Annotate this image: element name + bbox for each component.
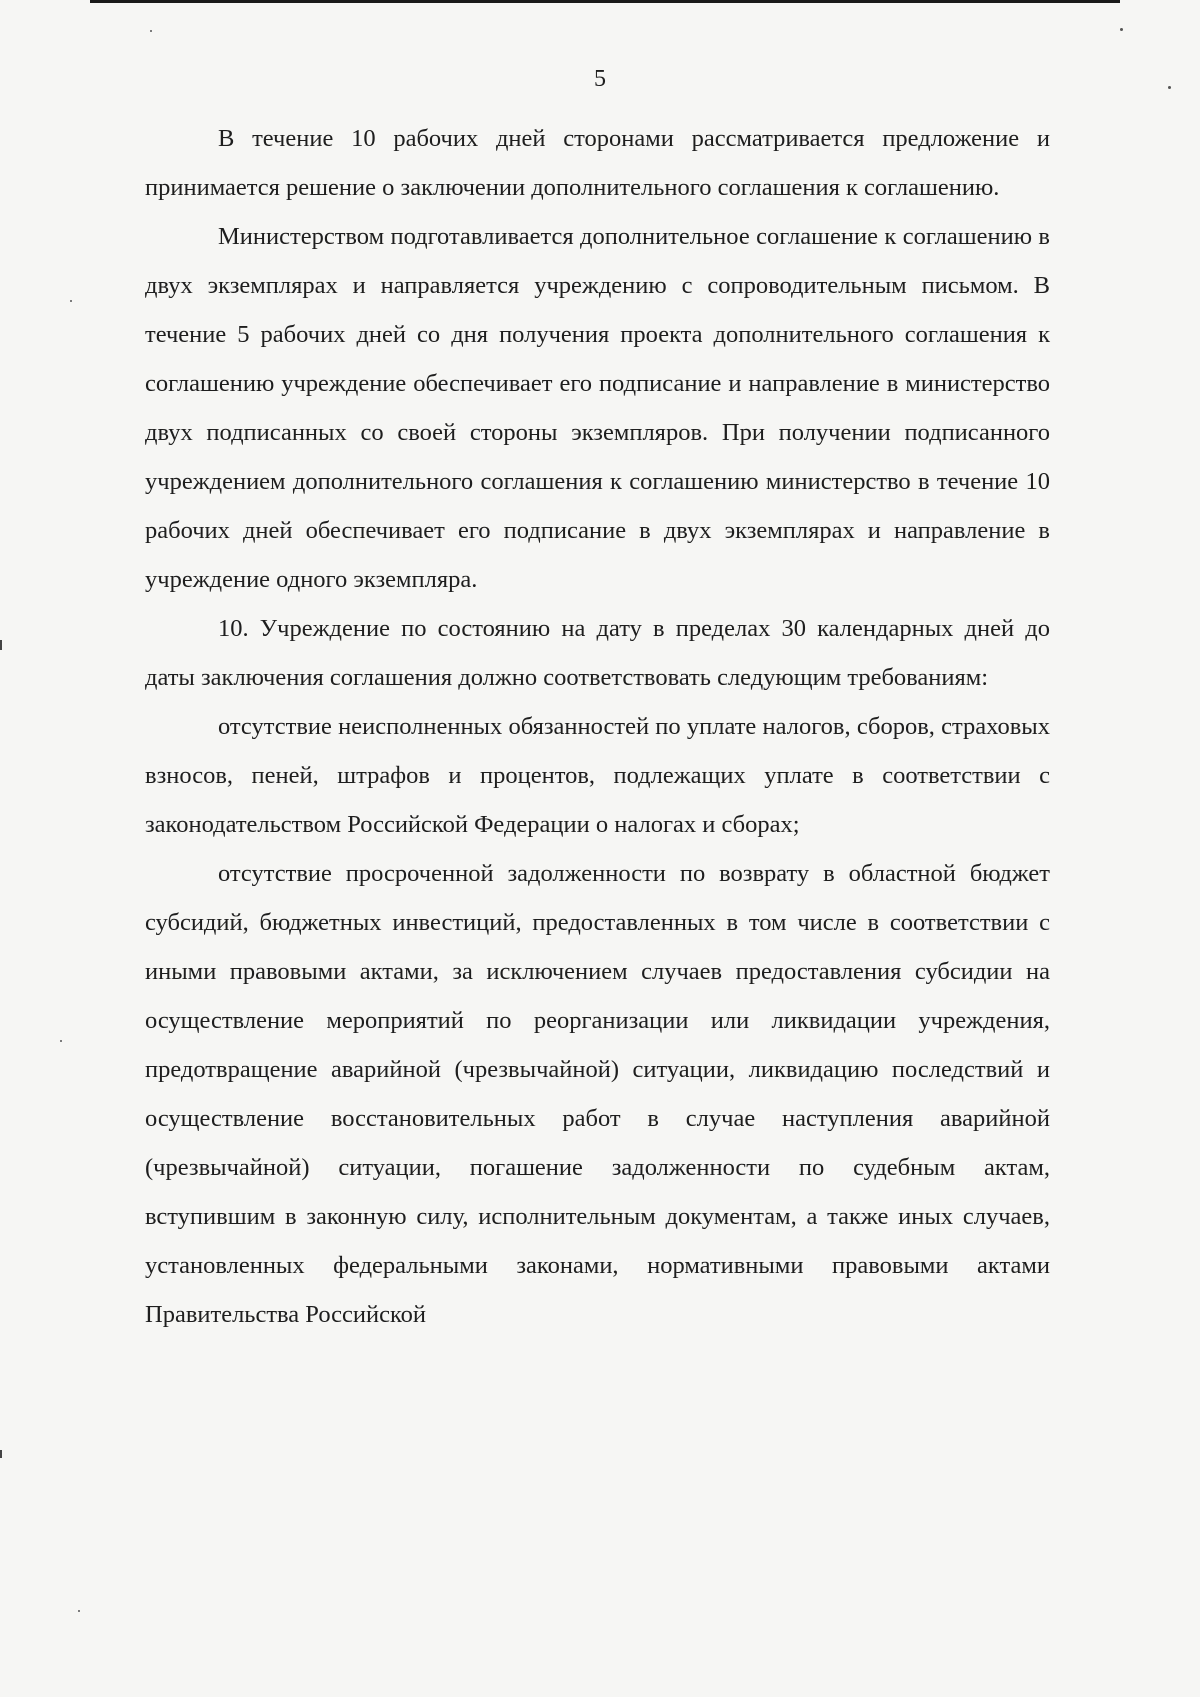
paragraph-4: отсутствие неисполненных обязанностей по уплате налогов, сборов, страховых взносов, пеней, штрафов и процентов, подлежащих уплате в соответствии с законодательством Российской Федерации о налогах и сборах; xyxy=(145,713,1050,838)
scan-edge-mark xyxy=(0,1450,2,1458)
top-border-line xyxy=(90,0,1120,3)
scan-speck xyxy=(1120,28,1123,31)
scan-speck xyxy=(1168,86,1171,89)
scan-speck xyxy=(60,1040,62,1042)
scan-speck xyxy=(78,1610,80,1612)
paragraph-1: В течение 10 рабочих дней сторонами рассматривается предложение и принимается решение о заключении дополнительного соглашения к соглашению. xyxy=(145,125,1050,201)
page-number: 5 xyxy=(594,66,606,92)
document-body xyxy=(145,114,1050,1339)
scan-speck xyxy=(150,30,152,32)
scan-edge-mark xyxy=(0,640,2,650)
paragraph-2: Министерством подготавливается дополнительное соглашение к соглашению в двух экземплярах и направляется учреждению с сопроводительным письмом. В течение 5 рабочих дней со дня получения проекта дополнительного соглашения к соглашению учреждение обеспечивает его подписание и направление в министерство двух подписанных со своей стороны экземпляров. При получении подписанного учреждением дополнительного соглашения к соглашению министерство в течение 10 рабочих дней обеспечивает его подписание в двух экземплярах и направление в учреждение одного экземпляра. xyxy=(145,223,1050,593)
paragraph-5: отсутствие просроченной задолженности по возврату в областной бюджет субсидий, бюджетных инвестиций, предоставленных в том числе в соответствии с иными правовыми актами, за исключением случаев предоставления субсидии на осуществление мероприятий по реорганизации или ликвидации учреждения, предотвращение аварийной (чрезвычайной) ситуации, ликвидацию последствий и осуществление восстановительных работ в случае наступления аварийной (чрезвычайной) ситуации, погашение задолженности по судебным актам, вступившим в законную силу, исполнительным документам, а также иных случаев, установленных федеральными законами, нормативными правовыми актами Правительства Российской xyxy=(145,860,1050,1328)
paragraph-3: 10. Учреждение по состоянию на дату в пределах 30 календарных дней до даты заключения соглашения должно соответствовать следующим требованиям: xyxy=(145,615,1050,691)
scan-speck xyxy=(70,300,72,302)
